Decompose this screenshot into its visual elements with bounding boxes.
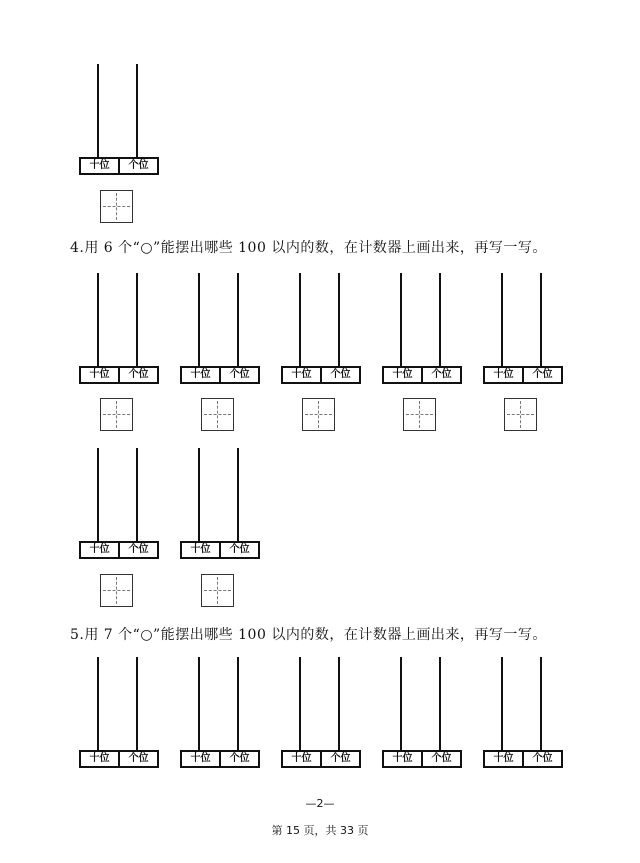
tens-rod [97,657,99,757]
place-value-counter [382,273,460,383]
tens-rod [198,657,200,757]
vertical-guide-line [116,577,117,604]
vertical-guide-line [318,401,319,428]
place-value-counter [382,657,460,767]
tens-label: 十位 [291,753,312,764]
answer-writing-box[interactable] [403,398,436,431]
ones-label: 个位 [421,752,460,766]
ones-rod [439,273,441,373]
answer-writing-box[interactable] [100,398,133,431]
counter-base [79,366,159,384]
place-value-counter [180,273,258,383]
counter-base [180,541,260,559]
counter-base [79,541,159,559]
ones-rod [338,657,340,757]
counter-base [180,750,260,768]
ones-rod [338,273,340,373]
place-value-counter [79,448,157,558]
place-value-counter [180,657,258,767]
counter-base [483,366,563,384]
answer-writing-box[interactable] [201,574,234,607]
answer-writing-box[interactable] [302,398,335,431]
tens-label: 十位 [89,544,110,555]
counter-base [382,366,462,384]
tens-rod [299,273,301,373]
ones-label: 个位 [421,368,460,382]
vertical-guide-line [116,193,117,220]
ones-label: 个位 [118,159,157,173]
ones-label: 个位 [118,543,157,557]
tens-rod [501,657,503,757]
ones-rod [237,273,239,373]
ones-label: 个位 [219,543,258,557]
ones-rod [540,657,542,757]
tens-rod [198,448,200,548]
question-number: 5. [70,627,85,643]
tens-label: 十位 [392,369,413,380]
tens-label: 十位 [190,544,211,555]
tens-rod [299,657,301,757]
tens-label: 十位 [392,753,413,764]
question-5 [70,624,547,644]
counter-base [281,366,361,384]
place-value-counter [281,273,359,383]
question-4 [70,237,547,257]
ones-label: 个位 [118,368,157,382]
place-value-counter [180,448,258,558]
page-marker: —2— [305,797,335,810]
vertical-guide-line [520,401,521,428]
tens-rod [400,657,402,757]
tens-rod [198,273,200,373]
ones-label: 个位 [522,752,561,766]
tens-rod [97,64,99,164]
ones-rod [237,657,239,757]
tens-label: 十位 [190,369,211,380]
ones-label: 个位 [320,368,359,382]
tens-rod [97,273,99,373]
vertical-guide-line [116,401,117,428]
answer-writing-box[interactable] [100,574,133,607]
ones-label: 个位 [320,752,359,766]
vertical-guide-line [217,401,218,428]
question-text: 用 7 个“○”能摆出哪些 100 以内的数，在计数器上画出来，再写一写。 [84,627,547,643]
ones-label: 个位 [219,368,258,382]
tens-label: 十位 [89,753,110,764]
vertical-guide-line [217,577,218,604]
place-value-counter [483,273,561,383]
ones-rod [136,273,138,373]
tens-rod [97,448,99,548]
ones-label: 个位 [522,368,561,382]
answer-writing-box[interactable] [504,398,537,431]
tens-label: 十位 [291,369,312,380]
counter-base [483,750,563,768]
place-value-counter [79,64,157,174]
tens-rod [400,273,402,373]
ones-rod [136,657,138,757]
place-value-counter [79,273,157,383]
tens-label: 十位 [190,753,211,764]
place-value-counter [79,657,157,767]
place-value-counter [483,657,561,767]
place-value-counter [281,657,359,767]
counter-base [382,750,462,768]
ones-rod [136,64,138,164]
tens-rod [501,273,503,373]
vertical-guide-line [419,401,420,428]
tens-label: 十位 [89,160,110,171]
ones-rod [540,273,542,373]
ones-rod [237,448,239,548]
question-number: 4. [70,240,85,256]
ones-label: 个位 [118,752,157,766]
tens-label: 十位 [493,753,514,764]
question-text: 用 6 个“○”能摆出哪些 100 以内的数，在计数器上画出来，再写一写。 [84,240,547,256]
counter-base [180,366,260,384]
ones-rod [439,657,441,757]
pagination: 第 15 页，共 33 页 [271,824,369,837]
tens-label: 十位 [493,369,514,380]
counter-base [79,750,159,768]
counter-base [79,157,159,175]
answer-writing-box[interactable] [201,398,234,431]
ones-label: 个位 [219,752,258,766]
ones-rod [136,448,138,548]
answer-writing-box[interactable] [100,190,133,223]
counter-base [281,750,361,768]
tens-label: 十位 [89,369,110,380]
